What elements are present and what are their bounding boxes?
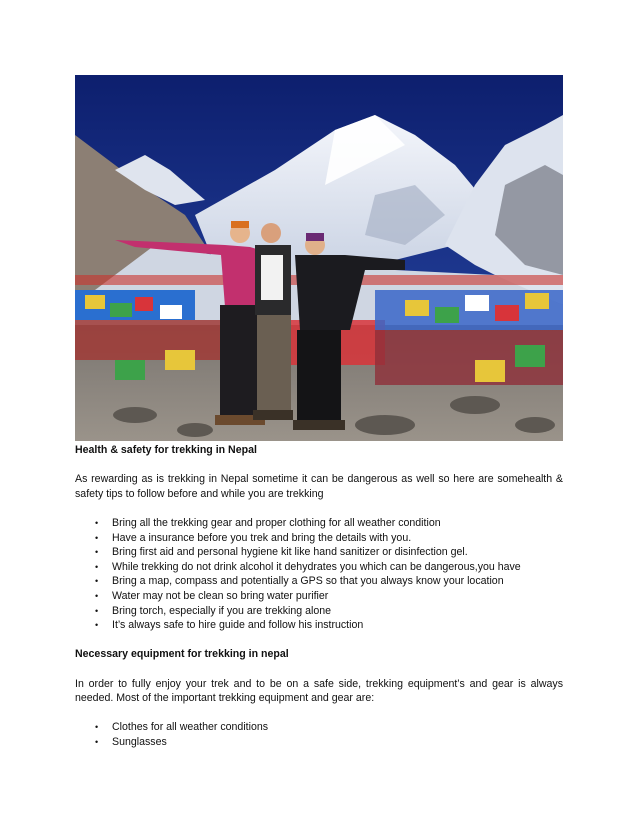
list-item: • Have a insurance before you trek and bring the details with you. [95,531,412,544]
list-item: • Clothes for all weather conditions [95,721,269,734]
bullet-icon: • [95,561,99,572]
bullet-icon: • [95,722,99,733]
bullet-icon: • [95,736,99,747]
bullet-icon: • [95,590,99,601]
bullet-icon: • [95,547,99,558]
document-text [75,443,563,764]
list-item: • Sunglasses [95,735,167,748]
list-item: • Water may not be clean so bring water purifier [95,589,329,602]
bullet-icon: • [95,620,99,631]
list-item: • Bring a map, compass and potentially a GPS so that you always know your location [95,575,504,588]
list-item: • Bring all the trekking gear and proper clothing for all weather condition [95,516,441,529]
bullet-icon: • [95,517,99,528]
list-item: • Bring first aid and personal hygiene kit like hand sanitizer or disinfection gel. [95,546,468,559]
bullet-icon: • [95,532,99,543]
list-item: • Bring torch, especially if you are trekking alone [95,604,332,617]
bullet-icon: • [95,605,99,616]
equipment-list [75,720,563,749]
photo-illustration [75,75,563,441]
section-heading-health-safety: Health & safety for trekking in Nepal [75,444,257,456]
bullet-icon: • [95,576,99,587]
trekker-middle [253,223,293,420]
section-intro-equipment: In order to fully enjoy your trek and to be on a safe side, trekking equipment’s and gear is always needed. Most of the important trekking equipment and gear are: [75,677,563,705]
safety-tips-list [75,516,563,633]
trekkers-mountain-photo [75,75,563,441]
section-intro-health-safety: As rewarding as is trekking in Nepal sometime it can be dangerous as well so here are somehealth & safety tips to follow before and while you are trekking [75,473,563,500]
list-item: • While trekking do not drink alcohol it dehydrates you which can be dangerous,you have [95,560,521,573]
list-item: • It’s always safe to hire guide and follow his instruction [95,619,364,632]
section-heading-equipment: Necessary equipment for trekking in nepal [75,648,289,661]
